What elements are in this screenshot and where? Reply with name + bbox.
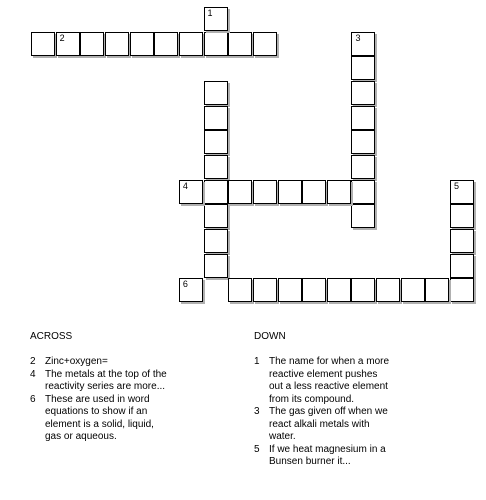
grid-cell[interactable] [228, 278, 252, 302]
grid-cell[interactable] [31, 32, 55, 56]
grid-cell[interactable] [80, 32, 104, 56]
grid-cell[interactable] [351, 180, 375, 204]
clue-down-1 [254, 356, 454, 406]
grid-cell[interactable] [351, 155, 375, 179]
clue-number: 5 [254, 443, 260, 455]
clue-across-4 [30, 369, 230, 394]
grid-cell[interactable] [179, 32, 203, 56]
clue-number: 2 [30, 356, 36, 367]
grid-cell[interactable] [327, 278, 351, 302]
grid-cell[interactable] [351, 106, 375, 130]
grid-cell[interactable] [425, 278, 449, 302]
grid-cell[interactable] [204, 32, 228, 56]
grid-cell[interactable] [253, 32, 277, 56]
grid-cell[interactable] [351, 81, 375, 105]
clue-text: These are used in word equations to show if an element is a solid, liquid, gas or aqueous. [45, 393, 154, 442]
grid-cell[interactable] [302, 180, 326, 204]
grid-cell[interactable] [351, 56, 375, 80]
grid-cell[interactable] [278, 180, 302, 204]
cell-number: 3 [355, 32, 361, 43]
across-heading: ACROSS [30, 331, 73, 342]
grid-cell[interactable] [351, 130, 375, 154]
grid-cell[interactable] [278, 278, 302, 302]
grid-cell[interactable] [204, 106, 228, 130]
clue-number: 1 [254, 356, 260, 367]
cell-number: 1 [207, 8, 213, 18]
grid-cell[interactable] [351, 278, 375, 302]
clue-number: 6 [30, 393, 36, 405]
clue-down-5 [254, 444, 454, 469]
clue-text: If we heat magnesium in a Bunsen burner it... [269, 443, 386, 467]
down-clues [254, 331, 454, 469]
grid-cell[interactable] [204, 155, 228, 179]
clue-text: The name for when a more reactive element pushes out a less reactive element from its compound. [269, 356, 390, 405]
grid-cell[interactable] [450, 204, 474, 228]
grid-cell[interactable] [351, 32, 375, 56]
grid-cell[interactable] [228, 32, 252, 56]
grid-cell[interactable] [204, 7, 228, 31]
grid-cell[interactable] [179, 180, 203, 204]
grid-cell[interactable] [450, 278, 474, 302]
grid-cell[interactable] [228, 180, 252, 204]
clue-text: The gas given off when we react alkali metals with water. [269, 406, 388, 442]
clue-number: 4 [30, 368, 36, 380]
grid-cell[interactable] [450, 180, 474, 204]
grid-cell[interactable] [204, 204, 228, 228]
grid-cell[interactable] [204, 81, 228, 105]
cell-number: 4 [182, 180, 188, 191]
cell-number: 2 [59, 32, 65, 43]
across-clues [30, 331, 230, 444]
down-heading: DOWN [254, 331, 286, 342]
grid-cell[interactable] [105, 32, 129, 56]
cell-number: 5 [454, 180, 460, 191]
clue-text: The metals at the top of the reactivity series are more... [45, 368, 167, 392]
grid-cell[interactable] [302, 278, 326, 302]
grid-cell[interactable] [351, 204, 375, 228]
grid-cell[interactable] [450, 229, 474, 253]
grid-cell[interactable] [204, 254, 228, 278]
grid-cell[interactable] [401, 278, 425, 302]
grid-cell[interactable] [204, 180, 228, 204]
grid-cell[interactable] [376, 278, 400, 302]
grid-cell[interactable] [130, 32, 154, 56]
clue-across-2 [30, 356, 230, 369]
grid-cell[interactable] [253, 180, 277, 204]
clue-across-6 [30, 394, 230, 444]
grid-cell[interactable] [450, 254, 474, 278]
cell-number: 6 [182, 279, 188, 290]
clue-text: Zinc+oxygen= [45, 356, 108, 367]
grid-cell[interactable] [204, 229, 228, 253]
grid-cell[interactable] [327, 180, 351, 204]
clue-down-3 [254, 406, 454, 444]
grid-cell[interactable] [204, 130, 228, 154]
clue-number: 3 [254, 406, 260, 417]
grid-cell[interactable] [154, 32, 178, 56]
grid-cell[interactable] [253, 278, 277, 302]
grid-cell[interactable] [56, 32, 80, 56]
grid-cell[interactable] [179, 278, 203, 302]
